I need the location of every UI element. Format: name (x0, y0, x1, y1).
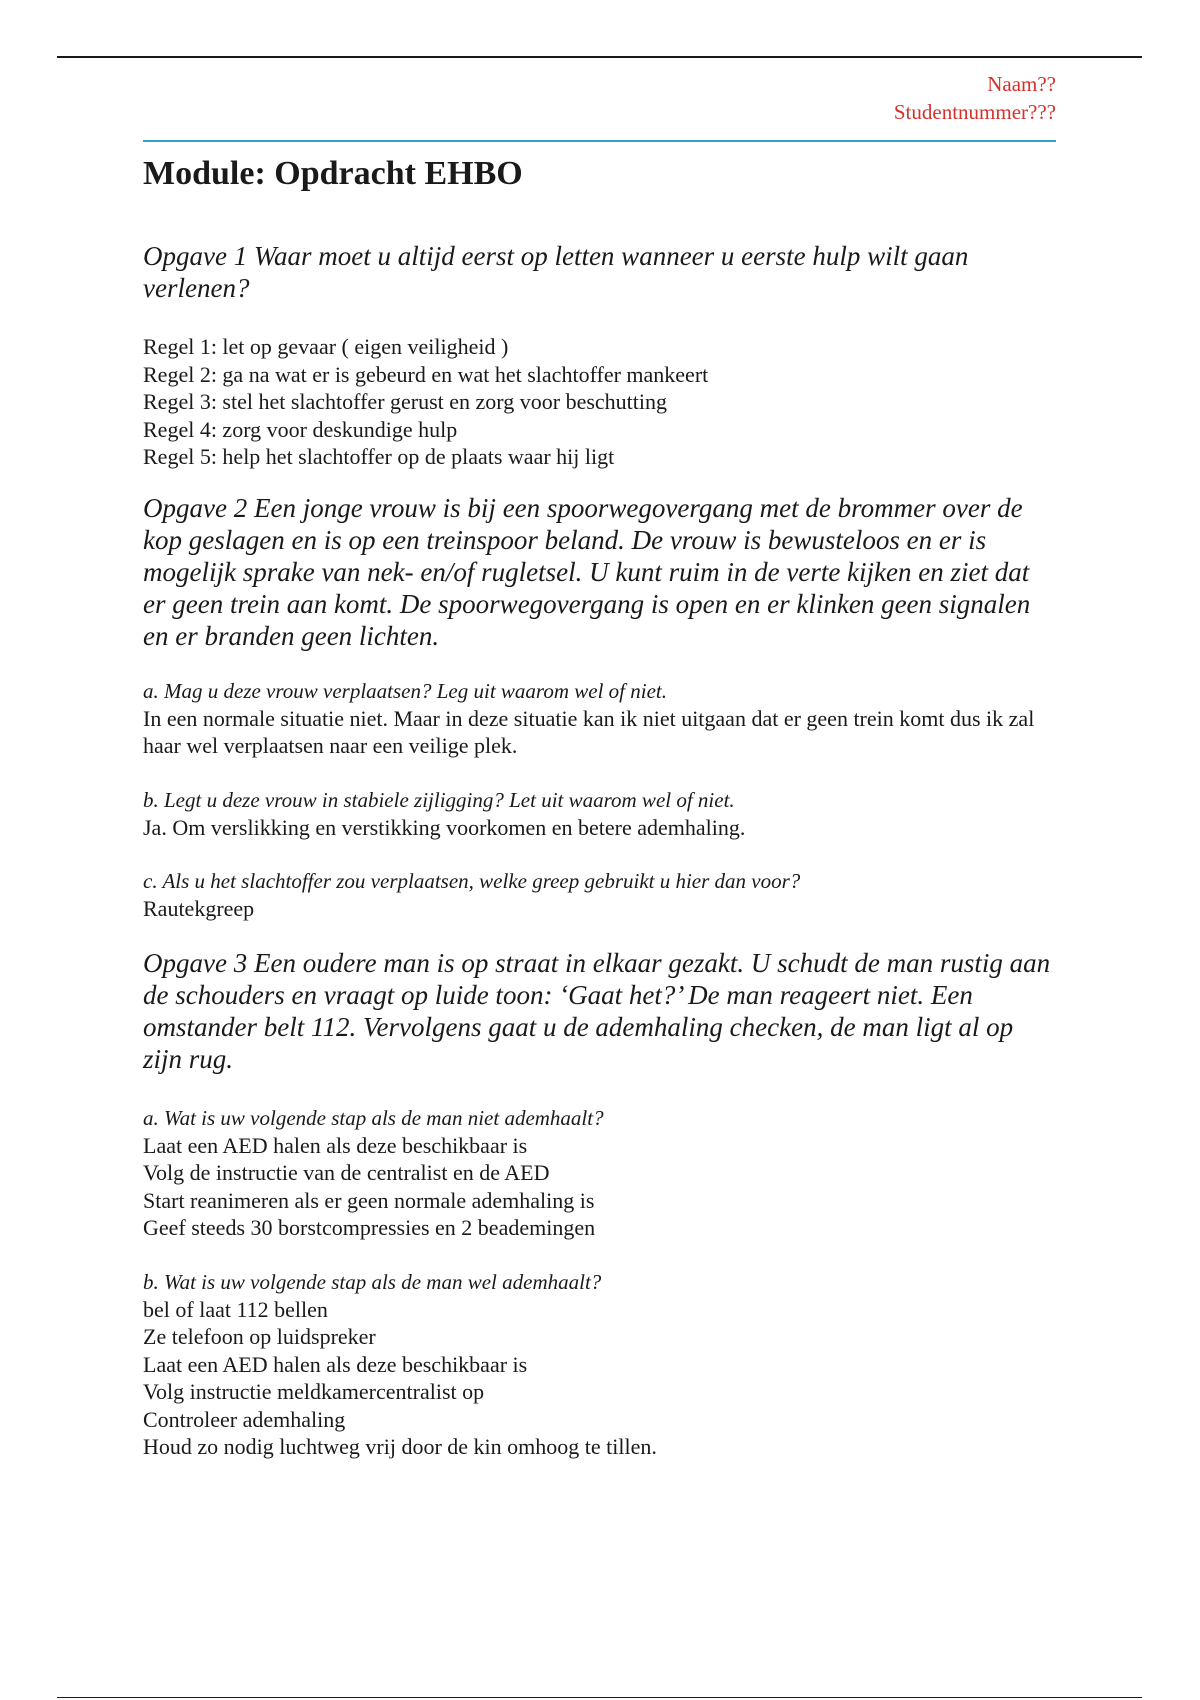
answer-item: bel of laat 112 bellen (143, 1296, 328, 1322)
opgave-2a-question: a. Mag u deze vrouw verplaatsen? Leg uit waarom wel of niet. (143, 678, 667, 703)
answer-item: Geef steeds 30 borstcompressies en 2 beademingen (143, 1215, 596, 1240)
opgave-1-rules (143, 333, 1056, 471)
opgave-3b-question: b. Wat is uw volgende stap als de man wel ademhaalt? (143, 1269, 602, 1294)
rule-item: Regel 3: stel het slachtoffer gerust en zorg voor beschutting (143, 389, 667, 414)
rule-item: Regel 4: zorg voor deskundige hulp (143, 416, 458, 442)
answer-item: Start reanimeren als er geen normale ademhaling is (143, 1187, 595, 1213)
rule-item: Regel 5: help het slachtoffer op de plaats waar hij ligt (143, 444, 615, 469)
opgave-2c-answer: Rautekgreep (143, 896, 255, 921)
page-bottom-rule (57, 1697, 1142, 1698)
answer-item: Laat een AED halen als deze beschikbaar is (143, 1351, 528, 1377)
answer-item: Volg de instructie van de centralist en de AED (143, 1160, 550, 1185)
rule-item: Regel 1: let op gevaar ( eigen veiligheid ) (143, 334, 509, 359)
page-top-rule (57, 56, 1142, 58)
page-title: Module: Opdracht EHBO (143, 155, 523, 192)
answer-item: Ze telefoon op luidspreker (143, 1324, 376, 1349)
header-divider (143, 140, 1056, 142)
opgave-2c-question: c. Als u het slachtoffer zou verplaatsen, welke greep gebruikt u hier dan voor? (143, 869, 801, 893)
student-name: Naam?? (987, 72, 1056, 96)
answer-item: Houd zo nodig luchtweg vrij door de kin omhoog te tillen. (143, 1434, 657, 1459)
opgave-2b-answer: Ja. Om verslikking en verstikking voorkomen en betere ademhaling. (143, 814, 746, 840)
opgave-3a-question: a. Wat is uw volgende stap als de man niet ademhaalt? (143, 1105, 604, 1130)
opgave-2-question: Opgave 2 Een jonge vrouw is bij een spoorwegovergang met de brommer over de kop geslagen en is op een treinspoor beland. De vrouw is bewusteloos en er is mogelijk sprake van nek- en/of rugletsel. U kunt ruim in de verte kijken en ziet dat er geen trein aan komt. De spoorwegovergang is open en er klinken geen signalen en er branden geen lichten. (143, 492, 1031, 651)
answer-item: Controleer ademhaling (143, 1406, 346, 1432)
answer-item: Laat een AED halen als deze beschikbaar is (143, 1132, 528, 1158)
opgave-2a-answer: In een normale situatie niet. Maar in deze situatie kan ik niet uitgaan dat er geen trein komt dus ik zal haar wel verplaatsen naar een veilige plek. (143, 705, 1035, 758)
opgave-1-question: Opgave 1 Waar moet u altijd eerst op letten wanneer u eerste hulp wilt gaan verlenen? (143, 241, 969, 303)
answer-item: Volg instructie meldkamercentralist op (143, 1379, 485, 1404)
student-header (143, 70, 1056, 126)
opgave-3-question: Opgave 3 Een oudere man is op straat in elkaar gezakt. U schudt de man rustig aan de schouders en vraagt op luide toon: ‘Gaat het?’ De man reageert niet. Een omstander belt 112. Vervolgens gaat u de ademhaling checken, de man ligt al op zijn rug. (143, 947, 1051, 1074)
student-number: Studentnummer??? (893, 100, 1056, 124)
document-content (143, 70, 1056, 1461)
rule-item: Regel 2: ga na wat er is gebeurd en wat het slachtoffer mankeert (143, 361, 709, 387)
opgave-3b-answers (143, 1296, 1056, 1461)
opgave-2b-question: b. Legt u deze vrouw in stabiele zijligging? Let uit waarom wel of niet. (143, 787, 735, 812)
opgave-3a-answers (143, 1132, 1056, 1242)
